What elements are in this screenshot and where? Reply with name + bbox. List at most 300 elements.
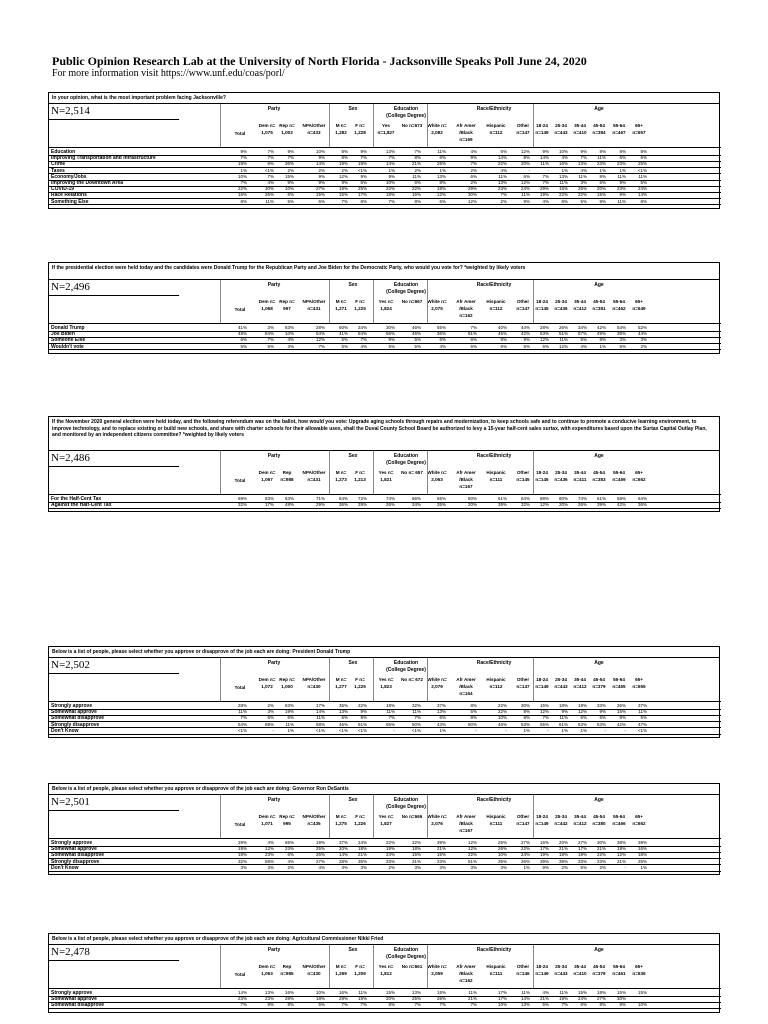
table-cell: 43% bbox=[436, 721, 446, 727]
table-cell: 15% bbox=[558, 186, 568, 192]
table-cell: 26% bbox=[436, 996, 446, 1002]
group-header: (College Degree) bbox=[386, 460, 426, 466]
table-cell: 5% bbox=[640, 715, 647, 721]
table-cell: 3% bbox=[267, 864, 274, 870]
table-cell: 9% bbox=[523, 337, 530, 343]
group-header: Race/Ethnicity bbox=[476, 797, 512, 803]
table-cell: 9% bbox=[360, 709, 367, 715]
table-cell: - bbox=[393, 727, 395, 733]
table-cell: 14% bbox=[385, 161, 395, 167]
table-cell: 16% bbox=[637, 846, 647, 852]
table-cell: 4% bbox=[360, 343, 367, 349]
table-cell: 39% bbox=[596, 502, 606, 508]
column-header: NPA/Other n=431 bbox=[302, 470, 326, 482]
table-cell: 13% bbox=[436, 173, 446, 179]
table-cell: 16% bbox=[338, 990, 348, 995]
table-cell: 17% bbox=[497, 990, 507, 995]
table-cell: 26% bbox=[577, 502, 587, 508]
column-header: 45-54 n=379 bbox=[592, 964, 606, 976]
group-header: Education bbox=[393, 947, 419, 953]
table-cell: 11% bbox=[638, 173, 647, 179]
poll-section bbox=[48, 416, 720, 512]
table-cell: 10% bbox=[315, 990, 325, 995]
column-header: 35-44 n=410 bbox=[573, 123, 587, 135]
row-label: Somewhat approve bbox=[51, 846, 97, 853]
table-cell: 12% bbox=[264, 846, 274, 852]
table-cell: 72% bbox=[357, 496, 367, 501]
column-header: Rep n= 1,000 bbox=[279, 677, 295, 689]
row-label: Crime bbox=[51, 161, 66, 168]
table-cell: 9% bbox=[360, 173, 367, 179]
table-cell: 23% bbox=[264, 852, 274, 858]
column-header: Other n=146 bbox=[516, 964, 530, 976]
table-cell: 33% bbox=[577, 858, 587, 864]
group-header: Age bbox=[594, 947, 604, 953]
table-cell: 3% bbox=[414, 864, 421, 870]
column-header: Afr Amer /Black n=167 bbox=[456, 814, 476, 833]
table-cell: 54% bbox=[357, 331, 367, 337]
table-cell: 9% bbox=[388, 337, 395, 343]
table-cell: 39% bbox=[539, 858, 549, 864]
table-cell: 1% bbox=[619, 167, 626, 173]
column-header: Yes n= 1,824 bbox=[378, 299, 394, 311]
column-header: 45-54 n=384 bbox=[592, 123, 606, 135]
group-header: Education bbox=[393, 282, 419, 288]
table-cell: 1% bbox=[523, 864, 530, 870]
group-header: (College Degree) bbox=[386, 289, 426, 295]
table-cell: - bbox=[604, 727, 606, 733]
table-cell: 19% bbox=[237, 161, 247, 167]
table-cell: 7% bbox=[240, 715, 247, 721]
column-header: M n= 1,282 bbox=[335, 123, 347, 135]
table-cell: 8% bbox=[619, 149, 626, 154]
column-header: 35-44 n=411 bbox=[573, 470, 587, 482]
table-cell: 38% bbox=[616, 840, 626, 845]
table-cell: 10% bbox=[558, 149, 568, 154]
table-cell: 18% bbox=[385, 192, 395, 198]
table-cell: 35% bbox=[436, 502, 446, 508]
column-header: Hispanic n=111 bbox=[486, 470, 506, 482]
table-cell: 27% bbox=[596, 996, 606, 1002]
column-header: Hispanic n=111 bbox=[486, 814, 506, 826]
column-header: M n= 1,277 bbox=[335, 677, 347, 689]
group-header: Sex bbox=[348, 660, 358, 666]
table-cell: 39% bbox=[616, 331, 626, 337]
table-cell: 1% bbox=[287, 727, 294, 733]
column-header: 45-54 n=381 bbox=[592, 299, 606, 311]
table-cell: 1% bbox=[599, 343, 606, 349]
column-header: Total bbox=[234, 822, 246, 827]
table-cell: 24% bbox=[577, 996, 587, 1002]
column-header: F n= 1,213 bbox=[354, 470, 366, 482]
table-cell: 11% bbox=[521, 990, 530, 995]
table-cell: 7% bbox=[388, 715, 395, 721]
column-header: F n= 1,225 bbox=[354, 299, 366, 311]
table-cell: 6% bbox=[640, 155, 647, 161]
table-cell: 71% bbox=[315, 496, 325, 501]
table-cell: 64% bbox=[637, 496, 647, 501]
table-cell: <1% bbox=[637, 167, 647, 173]
table-cell: 23% bbox=[284, 846, 294, 852]
table-cell: 27% bbox=[577, 840, 587, 845]
column-header: 55-64 n=459 bbox=[612, 470, 626, 482]
table-cell: 11% bbox=[412, 709, 421, 715]
table-cell: 3% bbox=[240, 864, 247, 870]
table-cell: 7% bbox=[267, 149, 274, 154]
table-cell: 83% bbox=[284, 325, 294, 330]
table-cell: 18% bbox=[357, 846, 367, 852]
table-cell: 14% bbox=[497, 155, 507, 161]
row-label: Somewhat disapprove bbox=[51, 852, 105, 859]
column-header: 65+ n=649 bbox=[632, 299, 646, 311]
table-cell: 20% bbox=[385, 996, 395, 1002]
table-cell: <1% bbox=[315, 727, 325, 733]
table-cell: 35% bbox=[497, 858, 507, 864]
table-cell: 21% bbox=[436, 846, 446, 852]
column-header: Yes n= 1,812 bbox=[378, 964, 394, 976]
table-cell: 9% bbox=[287, 180, 294, 185]
table-cell: 26% bbox=[497, 846, 507, 852]
table-cell: 6% bbox=[619, 155, 626, 161]
table-cell: 3% bbox=[619, 337, 626, 343]
table-cell: 80% bbox=[467, 496, 477, 501]
column-header: 65+ n=652 bbox=[632, 470, 646, 482]
column-header: 65+ n=657 bbox=[632, 123, 646, 135]
column-header: Dem n= 1,075 bbox=[258, 123, 276, 135]
table-cell: 7% bbox=[360, 1002, 367, 1008]
table-cell: 2% bbox=[388, 864, 395, 870]
table-cell: 84% bbox=[264, 331, 274, 337]
table-cell: 2% bbox=[561, 864, 568, 870]
poll-section bbox=[48, 783, 720, 875]
table-cell: 5% bbox=[580, 198, 587, 204]
table-cell: 6% bbox=[500, 343, 507, 349]
column-header: Rep n= 1,002 bbox=[279, 123, 295, 135]
table-cell: 28% bbox=[315, 325, 325, 330]
crosstab-table bbox=[48, 795, 720, 875]
column-header: NPA/Other n=430 bbox=[302, 677, 326, 689]
table-cell: 34% bbox=[411, 502, 421, 508]
table-cell: 18% bbox=[237, 852, 247, 858]
table-cell: 6% bbox=[287, 192, 294, 198]
group-header: Age bbox=[594, 660, 604, 666]
table-cell: 7% bbox=[414, 1002, 421, 1008]
table-cell: 36% bbox=[637, 502, 647, 508]
table-cell: 23% bbox=[616, 186, 626, 192]
table-cell: 16% bbox=[539, 840, 549, 845]
row-label: Education bbox=[51, 149, 76, 155]
table-cell: 13% bbox=[520, 1002, 530, 1008]
table-cell: 53% bbox=[539, 331, 549, 337]
table-cell: 11% bbox=[358, 990, 367, 995]
table-cell: 26% bbox=[315, 852, 325, 858]
column-header: Total bbox=[234, 131, 246, 136]
table-cell: 8% bbox=[360, 198, 367, 204]
table-cell: 65% bbox=[385, 721, 395, 727]
table-cell: 2% bbox=[500, 198, 507, 204]
column-header: No n=673 bbox=[401, 123, 423, 128]
table-cell: 61% bbox=[497, 496, 507, 501]
table-cell: 5% bbox=[341, 343, 348, 349]
table-cell: 18% bbox=[558, 703, 568, 708]
table-cell: - bbox=[528, 167, 530, 173]
table-cell: 9% bbox=[542, 149, 549, 154]
group-header: Age bbox=[594, 453, 604, 459]
table-cell: 6% bbox=[439, 715, 446, 721]
table-cell: 4% bbox=[267, 840, 274, 845]
table-cell: 39% bbox=[436, 840, 446, 845]
table-cell: 4% bbox=[287, 858, 294, 864]
table-cell: 15% bbox=[338, 192, 348, 198]
table-cell: 15% bbox=[616, 709, 626, 715]
table-cell: 11% bbox=[638, 709, 647, 715]
table-cell: 25% bbox=[357, 186, 367, 192]
table-cell: 74% bbox=[385, 496, 395, 501]
table-cell: 18% bbox=[558, 852, 568, 858]
column-header: White n= 2,059 bbox=[427, 964, 447, 976]
row-label: Don't Know bbox=[51, 727, 79, 734]
table-cell: 34% bbox=[577, 325, 587, 330]
table-cell: 12% bbox=[436, 192, 446, 198]
table-cell: 5% bbox=[619, 343, 626, 349]
table-cell: 7% bbox=[542, 180, 549, 185]
table-cell: 5% bbox=[341, 337, 348, 343]
table-cell: 7% bbox=[561, 1002, 568, 1008]
table-cell: 11% bbox=[559, 715, 568, 721]
table-cell: 10% bbox=[315, 149, 325, 154]
table-cell: 6% bbox=[318, 198, 325, 204]
table-cell: 20% bbox=[338, 846, 348, 852]
table-cell: 17% bbox=[357, 192, 367, 198]
table-cell: 8% bbox=[439, 180, 446, 185]
table-cell: 17% bbox=[497, 996, 507, 1002]
table-cell: 24% bbox=[520, 852, 530, 858]
group-header: Party bbox=[267, 282, 281, 288]
column-header: Dem n= 1,063 bbox=[258, 964, 276, 976]
table-cell: 10% bbox=[284, 331, 294, 337]
question-text: Below is a list of people, please select whether you approve or disapprove of the job each are doing: Governor Ron DeSantis bbox=[48, 783, 720, 795]
table-cell: 6% bbox=[439, 155, 446, 161]
table-cell: 5% bbox=[470, 709, 477, 715]
column-header: Total bbox=[234, 685, 246, 690]
group-header: Race/Ethnicity bbox=[476, 660, 512, 666]
table-cell: 58% bbox=[616, 496, 626, 501]
table-cell: 55% bbox=[436, 325, 446, 330]
table-cell: 19% bbox=[616, 846, 626, 852]
table-cell: 29% bbox=[237, 840, 247, 845]
table-cell: 45% bbox=[497, 331, 507, 337]
row-label: Someone Else bbox=[51, 337, 86, 344]
group-header: Race/Ethnicity bbox=[476, 453, 512, 459]
table-cell: 25% bbox=[436, 161, 446, 167]
table-cell: 3% bbox=[360, 864, 367, 870]
table-cell: 81% bbox=[467, 331, 477, 337]
table-cell: 8% bbox=[360, 715, 367, 721]
table-cell: 22% bbox=[385, 840, 395, 845]
group-header: (College Degree) bbox=[386, 954, 426, 960]
table-cell: 8% bbox=[500, 337, 507, 343]
column-header: Hispanic n=111 bbox=[486, 964, 506, 976]
column-header: 65+ n=636 bbox=[632, 964, 646, 976]
table-cell: 19% bbox=[539, 192, 549, 198]
column-header: Yes n=1,827 bbox=[377, 123, 395, 135]
table-cell: 54% bbox=[315, 331, 325, 337]
table-cell: 46% bbox=[497, 721, 507, 727]
table-cell: 20% bbox=[596, 186, 606, 192]
table-cell: 8% bbox=[599, 149, 606, 154]
table-cell: 61% bbox=[357, 721, 367, 727]
table-cell: 33% bbox=[385, 858, 395, 864]
table-cell: 5% bbox=[360, 180, 367, 185]
table-cell: 32% bbox=[411, 840, 421, 845]
table-cell: 15% bbox=[637, 990, 647, 995]
table-cell: 21% bbox=[596, 846, 606, 852]
column-header: 18-24 n=149 bbox=[535, 814, 549, 826]
table-cell: 6% bbox=[523, 173, 530, 179]
row-label: Strongly approve bbox=[51, 703, 93, 709]
column-header: 35-44 n=412 bbox=[573, 677, 587, 689]
table-cell: 14% bbox=[338, 852, 348, 858]
table-cell: 51% bbox=[467, 858, 477, 864]
table-cell: 9% bbox=[599, 198, 606, 204]
table-cell: 56% bbox=[385, 331, 395, 337]
table-cell: 5% bbox=[580, 864, 587, 870]
group-header: (College Degree) bbox=[386, 804, 426, 810]
table-cell: 12% bbox=[539, 337, 549, 343]
table-cell: 6% bbox=[470, 173, 477, 179]
column-header: 18-24 n=145 bbox=[535, 299, 549, 311]
table-cell: 1% bbox=[388, 167, 395, 173]
group-header: Sex bbox=[348, 282, 358, 288]
table-cell: <1% bbox=[637, 727, 647, 733]
table-cell: 11% bbox=[437, 149, 446, 154]
column-header: Afr Amer /Black n=167 bbox=[456, 470, 476, 489]
table-cell: 22% bbox=[411, 186, 421, 192]
table-cell: 30% bbox=[596, 840, 606, 845]
table-cell: 64% bbox=[520, 496, 530, 501]
table-cell: 3% bbox=[470, 864, 477, 870]
column-header: 25-34 n=436 bbox=[554, 299, 568, 311]
table-cell: 11% bbox=[265, 198, 274, 204]
table-cell: 11% bbox=[559, 990, 568, 995]
table-cell: 5% bbox=[599, 715, 606, 721]
table-cell: 7% bbox=[318, 343, 325, 349]
crosstab-table bbox=[48, 280, 720, 354]
table-cell: 6% bbox=[470, 343, 477, 349]
table-cell: 34% bbox=[357, 325, 367, 330]
column-header: Dem n= 1,072 bbox=[258, 677, 276, 689]
table-cell: 15% bbox=[436, 852, 446, 858]
table-cell: 14% bbox=[539, 155, 549, 161]
row-label: Somewhat approve bbox=[51, 996, 97, 1003]
table-cell: 12% bbox=[520, 149, 530, 154]
table-cell: 3% bbox=[267, 709, 274, 715]
table-cell: 7% bbox=[360, 155, 367, 161]
table-cell: 8% bbox=[523, 155, 530, 161]
table-cell: 29% bbox=[315, 502, 325, 508]
table-cell: 9% bbox=[318, 155, 325, 161]
table-cell: 14% bbox=[237, 990, 247, 995]
table-cell: 7% bbox=[267, 337, 274, 343]
table-cell: 11% bbox=[238, 709, 247, 715]
table-cell: 42% bbox=[596, 325, 606, 330]
table-cell: 11% bbox=[578, 173, 587, 179]
table-cell: 47% bbox=[637, 721, 647, 727]
column-header: F n= 1,209 bbox=[354, 964, 366, 976]
table-cell: 3% bbox=[500, 864, 507, 870]
table-cell: <1% bbox=[357, 167, 367, 173]
table-cell: 2% bbox=[287, 864, 294, 870]
column-header: White n= 2,076 bbox=[427, 814, 447, 826]
table-cell: 8% bbox=[341, 155, 348, 161]
table-cell: 28% bbox=[284, 996, 294, 1002]
table-cell: 30% bbox=[385, 325, 395, 330]
table-cell: 24% bbox=[637, 186, 647, 192]
table-cell: 1% bbox=[599, 167, 606, 173]
crosstab-table bbox=[48, 658, 720, 738]
table-cell: <1% bbox=[237, 727, 247, 733]
column-header: Other n=145 bbox=[516, 470, 530, 482]
column-header: Afr Amer /Black n=169 bbox=[456, 123, 476, 142]
column-header: F n= 1,225 bbox=[354, 677, 366, 689]
table-cell: 13% bbox=[577, 161, 587, 167]
table-cell: 49% bbox=[596, 331, 606, 337]
table-cell: 22% bbox=[520, 846, 530, 852]
table-cell: 5% bbox=[240, 343, 247, 349]
table-cell: 18% bbox=[411, 846, 421, 852]
table-cell: 15% bbox=[284, 173, 294, 179]
row-label: COVID-19 bbox=[51, 186, 75, 193]
table-cell: - bbox=[475, 727, 477, 733]
table-cell: 4% bbox=[267, 180, 274, 185]
poll-section bbox=[48, 933, 720, 1013]
table-cell: 15% bbox=[436, 990, 446, 995]
table-cell: 8% bbox=[414, 198, 421, 204]
column-header: Rep n=985 bbox=[280, 964, 294, 976]
table-cell: 3% bbox=[287, 343, 294, 349]
table-cell: <1% bbox=[338, 727, 348, 733]
column-header: White n= 2,079 bbox=[427, 677, 447, 689]
table-cell: 23% bbox=[436, 858, 446, 864]
table-cell: 5% bbox=[580, 337, 587, 343]
column-header: 55-64 n=461 bbox=[612, 964, 626, 976]
table-cell: 20% bbox=[558, 502, 568, 508]
group-header: Party bbox=[267, 947, 281, 953]
column-header: White n= 2,082 bbox=[427, 123, 447, 135]
column-header: 25-34 n=443 bbox=[554, 677, 568, 689]
table-cell: 29% bbox=[467, 186, 477, 192]
table-cell: 17% bbox=[264, 502, 274, 508]
column-header: NPA/Other n=435 bbox=[302, 814, 326, 826]
group-header: Age bbox=[594, 282, 604, 288]
poll-section bbox=[48, 262, 720, 354]
table-cell: 23% bbox=[616, 161, 626, 167]
table-cell: 7% bbox=[500, 192, 507, 198]
table-cell: 24% bbox=[385, 852, 395, 858]
table-cell: 83% bbox=[264, 496, 274, 501]
table-cell: 5% bbox=[318, 1002, 325, 1008]
row-label: Strongly approve bbox=[51, 840, 93, 846]
table-cell: 45% bbox=[411, 331, 421, 337]
table-cell: 36% bbox=[436, 331, 446, 337]
table-cell: 19% bbox=[577, 703, 587, 708]
group-header: Age bbox=[594, 106, 604, 112]
table-cell: 14% bbox=[315, 709, 325, 715]
table-cell: 11% bbox=[559, 180, 568, 185]
column-header: White n= 2,063 bbox=[427, 470, 447, 482]
table-cell: 28% bbox=[338, 858, 348, 864]
row-label: Taxes bbox=[51, 167, 65, 174]
